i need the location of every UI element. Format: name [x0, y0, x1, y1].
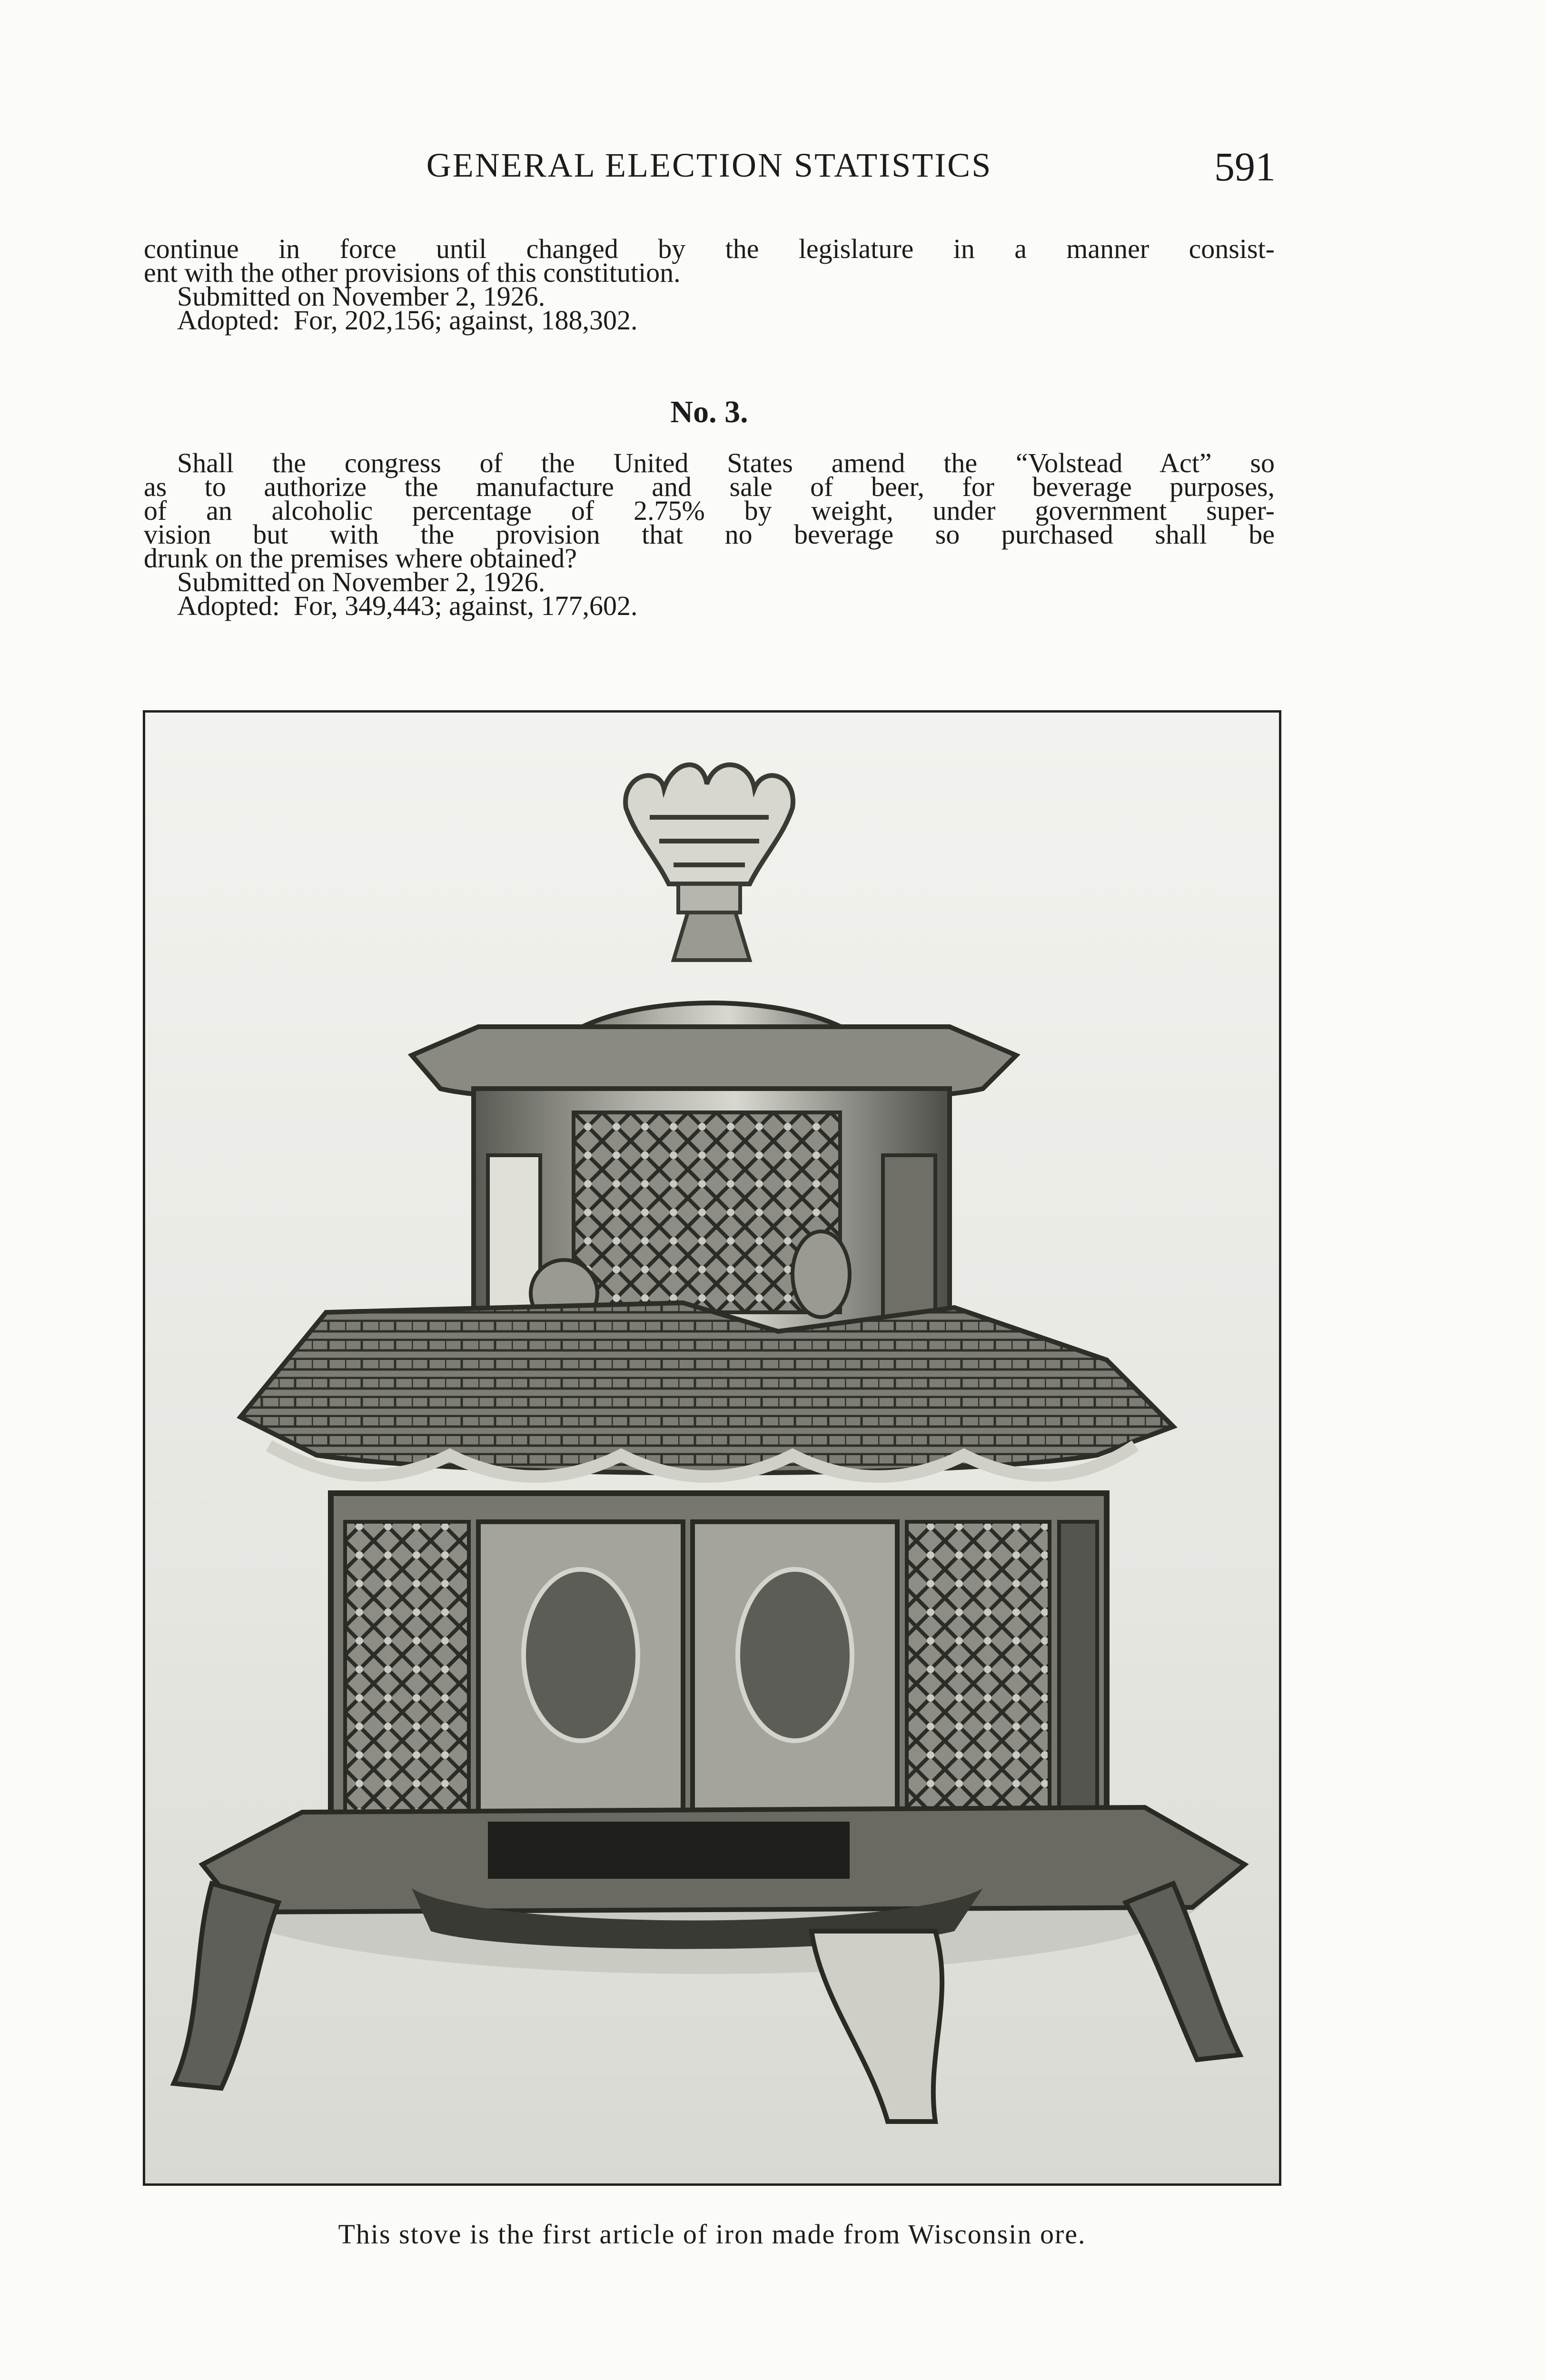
stove-photograph	[143, 710, 1281, 2186]
page-number: 591	[1214, 144, 1276, 189]
text-line: drunk on the premises where obtained?	[144, 543, 577, 574]
text-line: continue in force until changed by the legislature in a manner consist-	[144, 233, 1275, 264]
stove-illustration	[145, 713, 1279, 2183]
figure-caption: This stove is the first article of iron made from Wisconsin ore.	[338, 2219, 1086, 2250]
text-line: as to authorize the manufacture and sale of beer, for beverage purposes,	[144, 471, 1275, 502]
running-title: GENERAL ELECTION STATISTICS	[426, 146, 992, 184]
adopted-vote: Adopted: For, 349,443; against, 177,602.	[177, 590, 638, 621]
question-3-text	[144, 447, 1275, 621]
adopted-vote: Adopted: For, 202,156; against, 188,302.	[177, 305, 638, 336]
continued-amendment-text	[144, 233, 1275, 336]
running-head	[143, 143, 1276, 190]
submitted-date: Submitted on November 2, 1926.	[177, 281, 545, 312]
text-line: Shall the congress of the United States amend the “Volstead Act” so	[177, 447, 1275, 478]
text-line: ent with the other provisions of this constitution.	[144, 257, 681, 288]
text-line: of an alcoholic percentage of 2.75% by weight, under government super-	[144, 495, 1275, 526]
submitted-date: Submitted on November 2, 1926.	[177, 566, 545, 597]
question-heading: No. 3.	[670, 395, 748, 429]
text-line: vision but with the provision that no beverage so purchased shall be	[144, 519, 1275, 550]
